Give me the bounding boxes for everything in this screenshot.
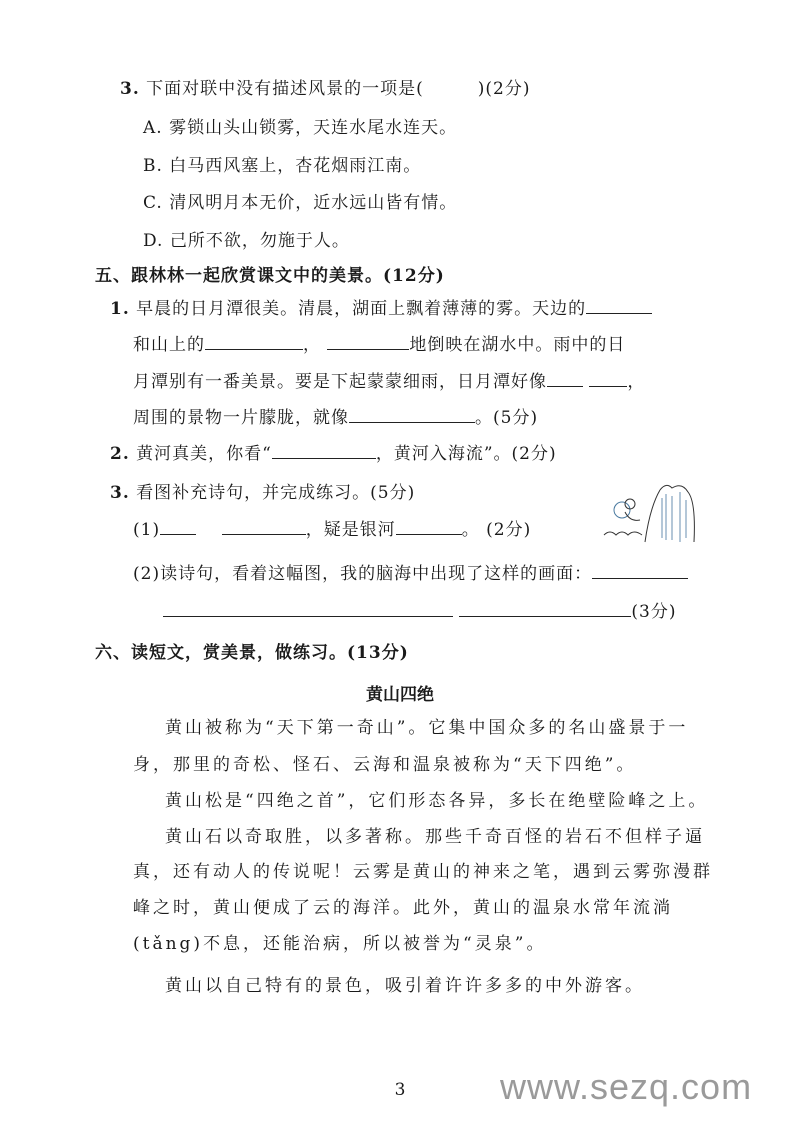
answer-blank[interactable] (222, 518, 306, 535)
answer-blank[interactable] (586, 297, 652, 314)
passage-line: 黄山石以奇取胜，以多著称。那些千奇百怪的岩石不但样子逼 (165, 827, 705, 847)
s5-q1-line1 (110, 297, 652, 320)
passage-line: 黄山松是“四绝之首”，它们形态各异，多长在绝壁险峰之上。 (165, 791, 709, 811)
waterfall-illustration (600, 480, 700, 554)
option-d: D. 己所不欲，勿施于人。 (143, 231, 350, 251)
answer-blank[interactable] (592, 562, 688, 579)
score-text: (3分) (631, 602, 677, 622)
passage-line: 真，还有动人的传说呢！云雾是黄山的神来之笔，遇到云雾弥漫群 (133, 862, 713, 882)
text: 周围的景物一片朦胧，就像 (133, 408, 349, 428)
s5-q1-line3 (133, 370, 645, 393)
text: ， (627, 372, 646, 392)
text: 和山上的 (133, 335, 205, 355)
answer-blank[interactable] (327, 333, 409, 350)
text: 早晨的日月潭很美。清晨，湖面上飘着薄薄的雾。天边的 (136, 299, 587, 319)
answer-blank[interactable] (349, 406, 475, 423)
answer-blank[interactable] (589, 370, 627, 387)
section-6-heading: 六、读短文，赏美景，做练习。(13分) (95, 643, 409, 663)
page-number: 3 (394, 1080, 406, 1100)
passage-line: 峰之时，黄山便成了云的海洋。此外，黄山的温泉水常年流淌 (133, 898, 673, 918)
passage-line: 身，那里的奇松、怪石、云海和温泉被称为“天下四绝”。 (133, 755, 637, 775)
watermark: www.sezq.com (500, 1066, 753, 1107)
text: ， (303, 335, 321, 355)
s5-q3-part2 (133, 562, 688, 585)
answer-blank[interactable] (205, 333, 303, 350)
text: 月潭别有一番美景。要是下起蒙蒙细雨，日月潭好像 (133, 372, 547, 392)
passage-line: (tǎng)不息，还能治病，所以被誉为“灵泉”。 (133, 934, 547, 954)
option-c: C. 清风明月本无价，近水远山皆有情。 (143, 193, 458, 213)
q-num: 3. (110, 483, 130, 503)
s5-q2 (110, 442, 557, 465)
q-num: 2. (110, 444, 130, 464)
answer-blank[interactable] (547, 370, 583, 387)
answer-blank[interactable] (396, 518, 462, 535)
option-b: B. 白马西风塞上，杏花烟雨江南。 (143, 156, 422, 176)
passage-line: 黄山以自己特有的景色，吸引着许许多多的中外游客。 (165, 976, 645, 996)
s5-q1-line2 (133, 333, 625, 356)
question-3 (120, 78, 531, 100)
section-5-heading: 五、跟林林一起欣赏课文中的美景。(12分) (95, 266, 445, 286)
s5-q3 (110, 482, 415, 504)
q-num: 3. (120, 79, 140, 99)
s5-q3-part1 (133, 518, 531, 541)
s5-q3-part2-cont (163, 600, 677, 623)
answer-blank[interactable] (459, 600, 631, 617)
passage-title: 黄山四绝 (366, 685, 434, 705)
text: (2)读诗句，看着这幅图，我的脑海中出现了这样的画面： (133, 564, 593, 584)
q-num: 1. (110, 299, 130, 319)
text: ，疑是银河 (305, 520, 396, 540)
text: 。(5分) (475, 408, 539, 428)
q-text: 下面对联中没有描述风景的一项是( )(2分) (146, 79, 531, 99)
text: 地倒映在湖水中。雨中的日 (409, 335, 626, 355)
text: 看图补充诗句，并完成练习。(5分) (136, 483, 416, 503)
option-a: A. 雾锁山头山锁雾，天连水尾水连天。 (143, 118, 458, 138)
text: ，黄河入海流”。(2分) (375, 444, 557, 464)
answer-blank[interactable] (163, 600, 453, 617)
passage-line: 黄山被称为“天下第一奇山”。它集中国众多的名山盛景于一 (165, 718, 689, 738)
text: (1) (133, 520, 161, 540)
text: 。 (2分) (461, 520, 532, 540)
answer-blank[interactable] (272, 442, 376, 459)
s5-q1-line4 (133, 406, 538, 429)
text: 黄河真美，你看“ (136, 444, 272, 464)
answer-blank[interactable] (160, 518, 196, 535)
